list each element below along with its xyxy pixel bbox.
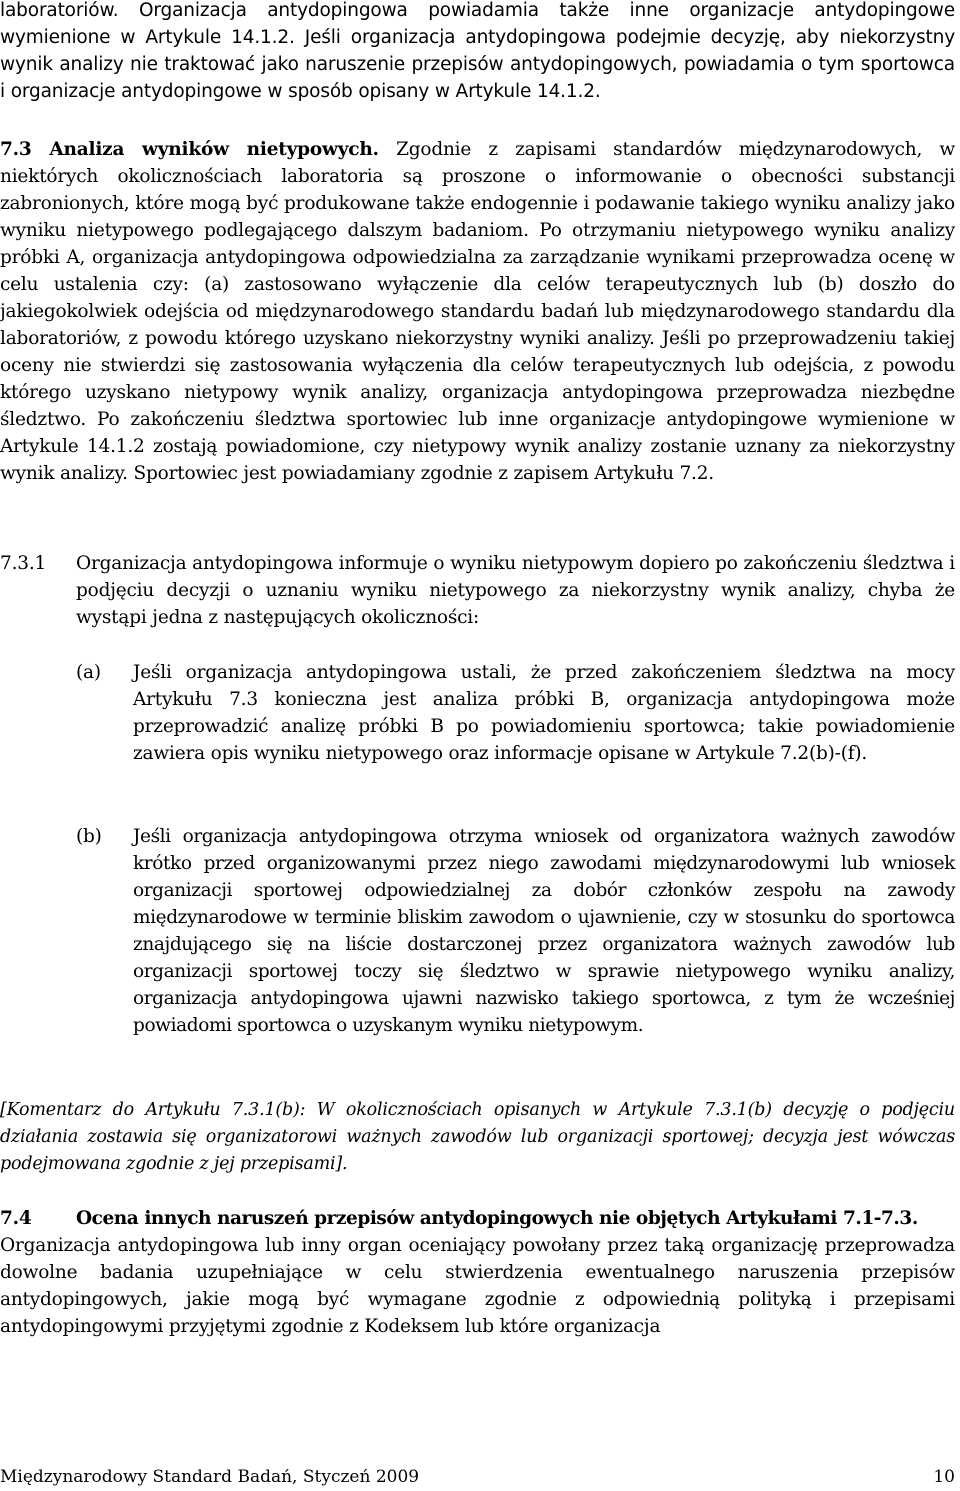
comment-paragraph	[0, 1097, 955, 1178]
list-item-b-label: (b)	[76, 826, 102, 847]
section-7-4-number: 7.4	[0, 1208, 32, 1229]
comment-text: [Komentarz do Artykułu 7.3.1(b): W okolicznościach opisanych w Artykule 7.3.1(b) decyzję o podjęciu działania zostawia się organizatorowi ważnych zawodów lub organizacji sportowej; decyzja jest wówczas podejmowana zgodnie z jej przepisami].	[0, 1100, 955, 1174]
footer-title: Międzynarodowy Standard Badań, Styczeń 2009	[0, 1467, 420, 1487]
section-7-3-text: Zgodnie z zapisami standardów międzynarodowych, w niektórych okolicznościach laboratoria są proszone o informowanie o obecności substancji zabronionych, które mogą być produkowane także endogennie i podawanie takiego wyniku analizy jako wyniku nietypowego podlegającego dalszym badaniom. Po otrzymaniu nietypowego wyniku analizy próbki A, organizacja antydopingowa odpowiedzialna za zarządzanie wynikami przeprowadza ocenę w celu ustalenia czy: (a) zastosowano wyłączenie dla celów terapeutycznych lub (b) doszło do jakiegokolwiek odejścia od międzynarodowego standardu badań lub międzynarodowego standardu dla laboratoriów, z powodu którego uzyskano niekorzystny wyniki analizy. Jeśli po przeprowadzeniu takiej oceny nie stwierdzi się zastosowania wyłączenia dla celów terapeutycznych lub odejścia, z powodu którego uzyskano nietypowy wynik analizy, organizacja antydopingowa przeprowadza niezbędne śledztwo. Po zakończeniu śledztwa sportowiec lub inne organizacje antydopingowe wymienione w Artykule 14.1.2 zostają powiadomione, czy nietypowy wynik analizy zostanie uznany za niekorzystny wynik analizy. Sportowiec jest powiadamiany zgodnie z zapisem Artykułu 7.2.	[0, 139, 955, 484]
section-7-4-heading: Ocena innych naruszeń przepisów antydopingowych nie objętych Artykułami 7.1-7.3.	[76, 1208, 918, 1229]
section-7-4-paragraph	[0, 1232, 955, 1340]
section-7-3-1-text: Organizacja antydopingowa informuje o wyniku nietypowym dopiero po zakończeniu śledztwa i podjęciu decyzji o uznaniu wyniku nietypowego za niekorzystny wynik analizy, chyba że wystąpi jedna z następujących okoliczności:	[76, 553, 955, 628]
section-7-3-heading: 7.3 Analiza wyników nietypowych.	[0, 139, 379, 160]
section-7-3-1-number: 7.3.1	[0, 553, 47, 574]
list-item-b-text: Jeśli organizacja antydopingowa otrzyma wniosek od organizatora ważnych zawodów krótko przed organizowanymi przez niego zawodami międzynarodowymi lub wniosek organizacji sportowej odpowiedzialnej za dobór członków zespołu na zawody międzynarodowe w terminie bliskim zawodom o ujawnienie, czy w stosunku do sportowca znajdującego się na liście dostarczonej przez organizatora ważnych zawodów lub organizacji sportowej toczy się śledztwo w sprawie nietypowego wyniku analizy, organizacja antydopingowa ujawni nazwisko takiego sportowca, z tym że wcześniej powiadomi sportowca o uzyskanym wyniku nietypowym.	[133, 826, 955, 1036]
section-7-4-text: Organizacja antydopingowa lub inny organ oceniający powołany przez taką organizację przeprowadza dowolne badania uzupełniające w celu stwierdzenia ewentualnego naruszenia przepisów antydopingowych, jakie mogą być wymagane zgodnie z odpowiednią polityką i przepisami antydopingowymi przyjętymi zgodnie z Kodeksem lub które organizacja	[0, 1235, 955, 1337]
intro-paragraph	[0, 0, 955, 105]
intro-text: laboratoriów. Organizacja antydopingowa powiadamia także inne organizacje antydopingowe wymienione w Artykule 14.1.2. Jeśli organizacja antydopingowa podejmie decyzję, aby niekorzystny wynik analizy nie traktować jako naruszenie przepisów antydopingowych, powiadamia o tym sportowca i organizacje antydopingowe w sposób opisany w Artykule 14.1.2.	[0, 0, 955, 102]
section-7-3	[0, 136, 955, 487]
page-number: 10	[933, 1467, 955, 1487]
list-item-a-text: Jeśli organizacja antydopingowa ustali, że przed zakończeniem śledztwa na mocy Artykułu 7.3 konieczna jest analiza próbki B, organizacja antydopingowa może przeprowadzić analizę próbki B po powiadomieniu sportowca; takie powiadomienie zawiera opis wyniku nietypowego oraz informacje opisane w Artykule 7.2(b)-(f).	[133, 662, 955, 764]
list-item-a-label: (a)	[76, 662, 101, 683]
page-footer	[0, 1466, 955, 1488]
